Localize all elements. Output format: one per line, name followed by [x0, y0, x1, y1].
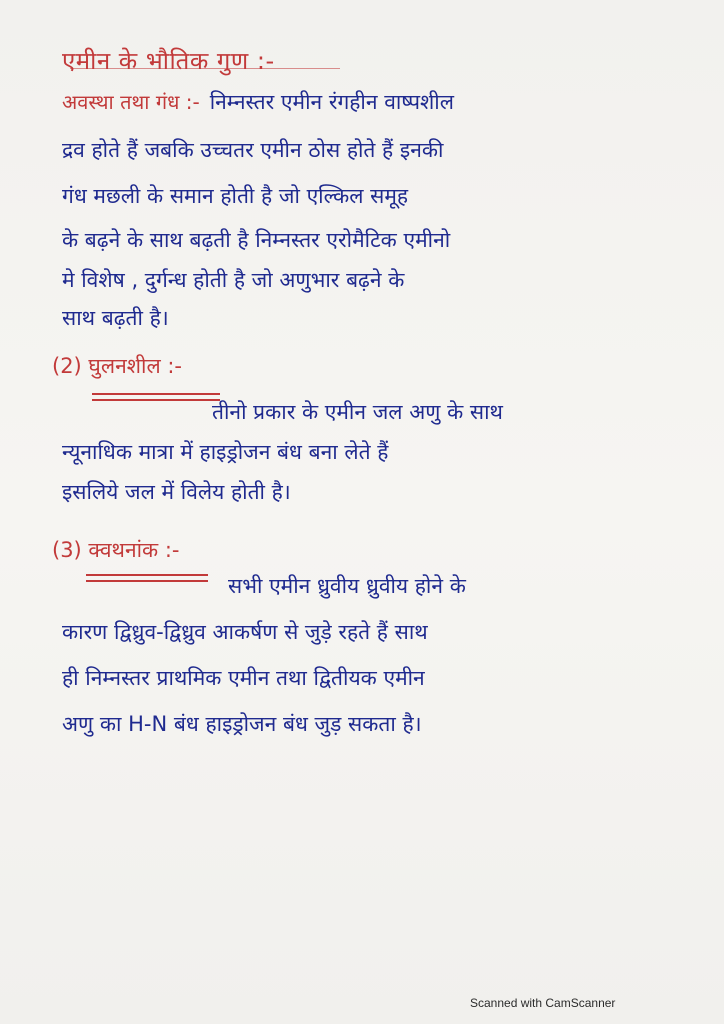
- section3-text-0: सभी एमीन ध्रुवीय ध्रुवीय होने के: [228, 574, 466, 598]
- section1-label: अवस्था तथा गंध :-: [62, 90, 200, 114]
- section2-text-0: तीनो प्रकार के एमीन जल अणु के साथ: [212, 400, 503, 424]
- section2-text-1: न्यूनाधिक मात्रा में हाइड्रोजन बंध बना लेते हैं: [62, 440, 389, 464]
- section3-text-1: कारण द्विध्रुव-द्विध्रुव आकर्षण से जुड़े रहते हैं साथ: [62, 620, 428, 644]
- section1-text-2: गंध मछली के समान होती है जो एल्किल समूह: [62, 184, 409, 208]
- section3-text-3: अणु का H-N बंध हाइड्रोजन बंध जुड़ सकता है।: [62, 712, 422, 736]
- section3-label: (3) क्वथनांक :-: [52, 538, 180, 562]
- title-underline: [70, 68, 340, 69]
- section1-text-1: द्रव होते हैं जबकि उच्चतर एमीन ठोस होते हैं इनकी: [62, 138, 444, 162]
- section1-line-0: [62, 90, 694, 115]
- section3-text-2: ही निम्नस्तर प्राथमिक एमीन तथा द्वितीयक एमीन: [62, 666, 425, 690]
- section1-text-5: साथ बढ़ती है।: [62, 306, 169, 330]
- section2-text-2: इसलिये जल में विलेय होती है।: [62, 480, 291, 504]
- section1-text-0: निम्नस्तर एमीन रंगहीन वाष्पशील: [209, 90, 454, 114]
- section1-text-3: के बढ़ने के साथ बढ़ती है निम्नस्तर एरोमैटिक एमीनो: [62, 228, 451, 252]
- scanner-watermark: Scanned with CamScanner: [470, 996, 616, 1010]
- section3-double-underline: [86, 574, 208, 576]
- section2-label: (2) घुलनशील :-: [52, 354, 183, 378]
- page-title: एमीन के भौतिक गुण :-: [62, 47, 275, 75]
- section1-text-4: मे विशेष , दुर्गन्ध होती है जो अणुभार बढ़ने के: [62, 268, 405, 292]
- section2-double-underline: [92, 393, 220, 395]
